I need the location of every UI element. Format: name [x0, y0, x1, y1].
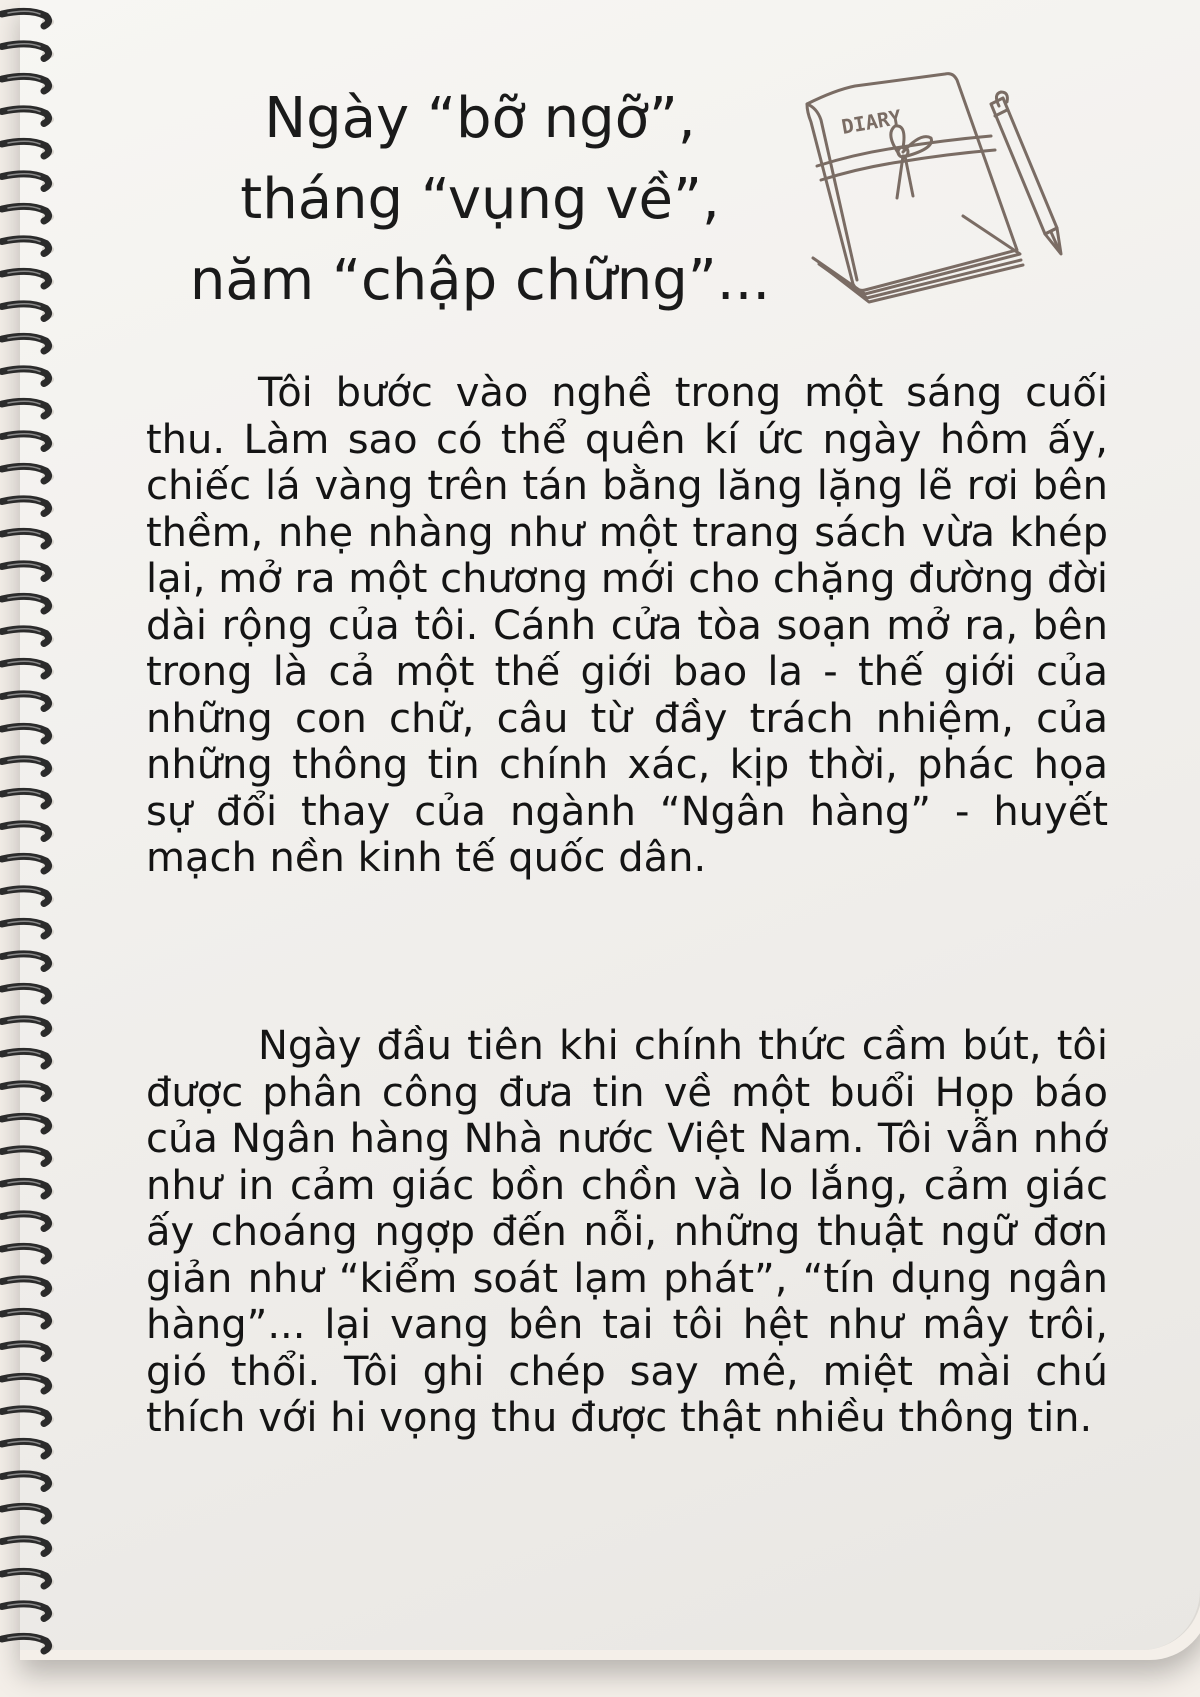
spiral-ring: [2, 1474, 54, 1489]
spiral-ring: [2, 1506, 54, 1521]
spiral-ring: [2, 1019, 54, 1034]
page-title: [140, 78, 820, 321]
title-line-2: tháng “vụng về”,: [240, 167, 720, 232]
spiral-ring: [2, 109, 54, 124]
spiral-ring: [2, 401, 54, 416]
spiral-ring: [2, 1539, 54, 1554]
paragraph-2: [146, 1023, 1108, 1442]
spiral-ring: [2, 1084, 54, 1099]
paragraph-2-text: Ngày đầu tiên khi chính thức cầm bút, tôi được phân công đưa tin về một buổi Họp báo của Ngân hàng Nhà nước Việt Nam. Tôi vẫn nhớ như in cảm giác bồn chồn và lo lắng, cảm giác ấy choáng ngợp đến nỗi, những thuật ngữ đơn giản như “kiểm soát lạm phát”, “tín dụng ngân hàng”... lại vang bên tai tôi hệt như mây trôi, gió thổi. Tôi ghi chép say mê, miệt mài chú thích với hi vọng thu được thật nhiều thông tin.: [146, 1023, 1108, 1441]
spiral-ring: [2, 921, 54, 936]
spiral-ring: [2, 1636, 54, 1651]
spiral-ring: [2, 531, 54, 546]
spiral-ring: [2, 1409, 54, 1424]
spiral-ring: [2, 44, 54, 59]
spiral-ring: [2, 596, 54, 611]
spiral-ring: [2, 1571, 54, 1586]
spiral-ring: [2, 661, 54, 676]
title-line-3: năm “chập chững”...: [189, 248, 771, 313]
spiral-ring: [2, 824, 54, 839]
spiral-ring: [2, 174, 54, 189]
spiral-ring: [2, 629, 54, 644]
spiral-ring: [2, 1051, 54, 1066]
spiral-ring: [2, 726, 54, 741]
spiral-ring: [2, 304, 54, 319]
spiral-ring: [2, 889, 54, 904]
spiral-ring: [2, 1311, 54, 1326]
spiral-ring: [2, 1604, 54, 1619]
spiral-ring: [2, 141, 54, 156]
spiral-binding: [0, 0, 70, 1697]
spiral-ring: [2, 1246, 54, 1261]
spiral-ring: [2, 11, 54, 26]
spiral-ring: [2, 206, 54, 221]
spiral-ring: [2, 1214, 54, 1229]
paragraph-1-text: Tôi bước vào nghề trong một sáng cuối thu. Làm sao có thể quên kí ức ngày hôm ấy, chiếc lá vàng trên tán bằng lăng lặng lẽ rơi bên thềm, nhẹ nhàng như một trang sách vừa khép lại, mở ra một chương mới cho chặng đường đời dài rộng của tôi. Cánh cửa tòa soạn mở ra, bên trong là cả một thế giới bao la - thế giới của những con chữ, câu từ đầy trách nhiệm, của những thông tin chính xác, kịp thời, phác họa sự đổi thay của ngành “Ngân hàng” - huyết mạch nền kinh tế quốc dân.: [146, 370, 1108, 881]
spiral-ring: [2, 1376, 54, 1391]
spiral-ring: [2, 434, 54, 449]
spiral-ring: [2, 1441, 54, 1456]
spiral-ring: [2, 271, 54, 286]
spiral-ring: [2, 369, 54, 384]
spiral-ring: [2, 986, 54, 1001]
spiral-ring: [2, 466, 54, 481]
spiral-ring: [2, 759, 54, 774]
spiral-ring: [2, 856, 54, 871]
title-line-1: Ngày “bỡ ngỡ”,: [264, 86, 696, 151]
spiral-ring: [2, 564, 54, 579]
spiral-ring: [2, 954, 54, 969]
spiral-ring: [2, 76, 54, 91]
spiral-ring: [2, 239, 54, 254]
diary-label: DIARY: [839, 104, 904, 139]
spiral-ring: [2, 1116, 54, 1131]
spiral-ring: [2, 1344, 54, 1359]
paragraph-1: [146, 370, 1108, 882]
spiral-ring: [2, 1149, 54, 1164]
spiral-ring: [2, 1279, 54, 1294]
diary-book-and-pen-icon: [795, 68, 1095, 308]
spiral-ring: [2, 791, 54, 806]
spiral-ring: [2, 694, 54, 709]
spiral-ring: [2, 1181, 54, 1196]
spiral-ring: [2, 336, 54, 351]
spiral-ring: [2, 499, 54, 514]
